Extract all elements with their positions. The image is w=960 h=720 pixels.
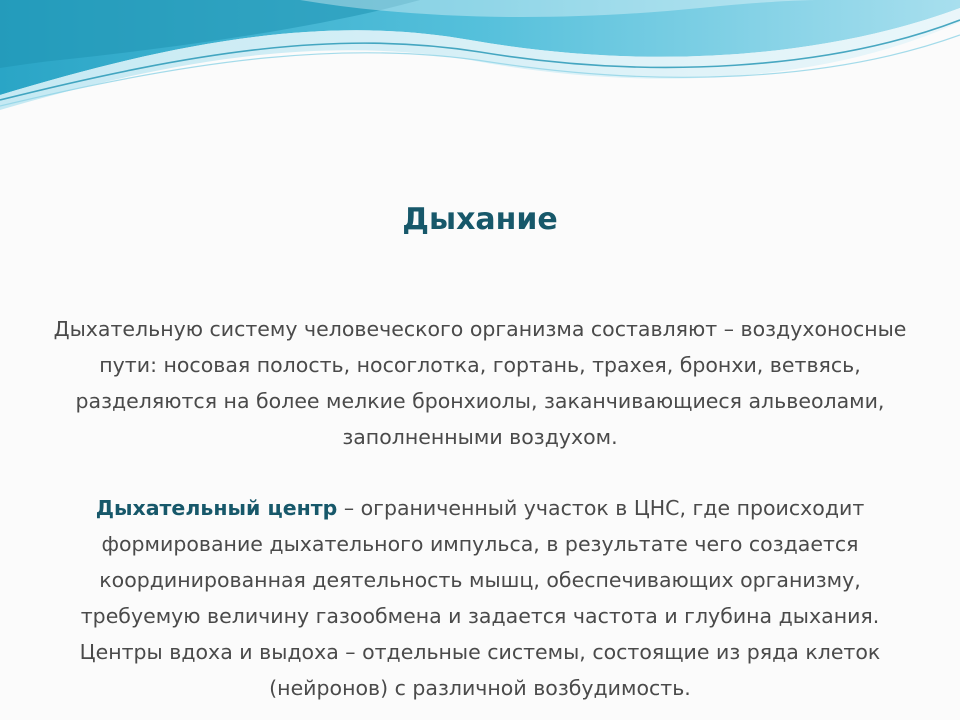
paragraph-respiratory-center — [40, 490, 920, 706]
slide-title: Дыхание — [402, 202, 558, 237]
paragraph-gap — [40, 455, 920, 490]
paragraph-respiratory-center-text: – ограниченный участок в ЦНС, где происходит формирование дыхательного импульса, в результате чего создается координированная деятельность мышц, обеспечивающих организму, требуемую величину газообмена и задается частота и глубина дыхания. Центры вдоха и выдоха – отдельные системы, состоящие из ряда клеток (нейронов) с различной возбудимость. — [79, 496, 881, 700]
wave-decoration — [0, 0, 960, 130]
slide-body — [40, 311, 920, 706]
term-respiratory-center: Дыхательный центр — [95, 496, 338, 520]
paragraph-respiratory-system: Дыхательную систему человеческого организма составляют – воздухоносные пути: носовая полость, носоглотка, гортань, трахея, бронхи, ветвясь, разделяются на более мелкие бронхиолы, заканчивающиеся альвеолами, заполненными воздухом. — [53, 317, 907, 449]
